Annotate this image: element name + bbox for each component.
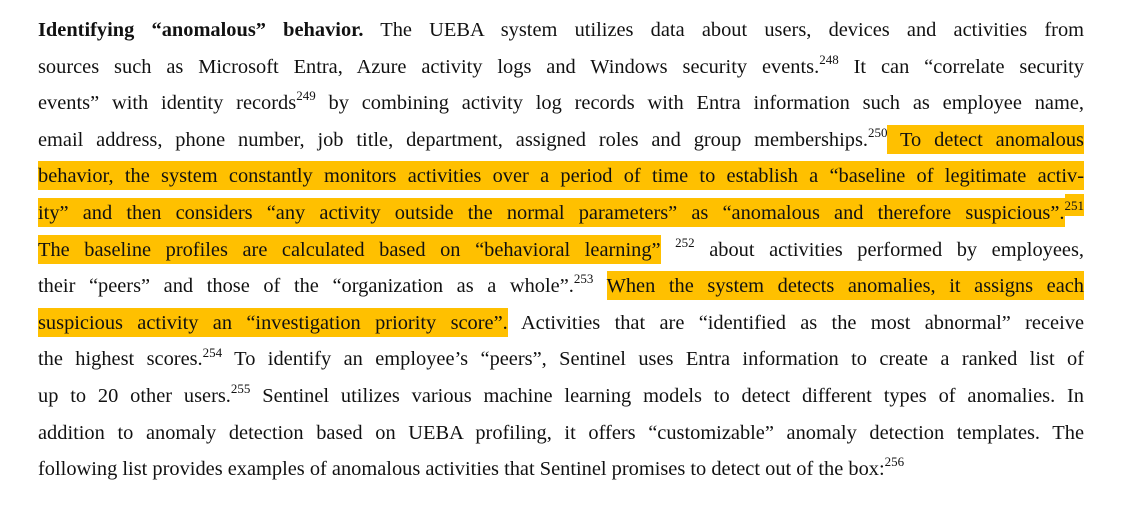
footnote-ref: 252 xyxy=(675,234,695,250)
highlighted-text: To detect anomalous xyxy=(887,125,1084,154)
footnote-ref: 256 xyxy=(884,454,905,470)
footnote-ref: 255 xyxy=(230,381,251,397)
text-run: about activities performed by employees, xyxy=(694,238,1084,261)
footnote-ref: 254 xyxy=(202,344,223,360)
text-run: up to 20 other users. xyxy=(38,384,231,407)
text-run: events” with identity records xyxy=(38,92,297,115)
text-run: To identify an employee’s “peers”, Sentinel uses Entra information to create a ranked list of xyxy=(222,348,1084,371)
text-line xyxy=(38,87,1084,124)
text-line xyxy=(38,307,1084,344)
footnote-ref: 248 xyxy=(819,51,839,67)
text-run: The UEBA system utilizes data about users, devices and activities from xyxy=(363,19,1085,41)
text-line xyxy=(38,380,1084,417)
text-line xyxy=(38,270,1084,307)
text-run: following list provides examples of anomalous activities that Sentinel promises to detect out of the box: xyxy=(38,458,885,481)
text-run xyxy=(661,239,676,261)
text-line xyxy=(38,234,1084,271)
text-run: by combining activity log records with Entra information such as employee name, xyxy=(315,92,1084,115)
text-run: addition to anomaly detection based on UEBA profiling, it offers “customizable” anomaly detection templates. The xyxy=(38,421,1084,444)
document-body xyxy=(38,14,1084,490)
text-run: their “peers” and those of the “organization as a whole”. xyxy=(38,275,574,298)
highlighted-text: ity” and then considers “any activity outside the normal parameters” as “anomalous and therefore suspicious”. xyxy=(38,198,1065,227)
footnote-ref: 251 xyxy=(1065,194,1085,216)
text-run: Sentinel utilizes various machine learning models to detect different types of anomalies. In xyxy=(250,384,1084,407)
text-line xyxy=(38,453,1084,490)
highlighted-text: The baseline profiles are calculated based on “behavioral learning” xyxy=(38,235,661,264)
text-run: It can “correlate security xyxy=(838,55,1084,78)
paragraph xyxy=(38,14,1084,490)
text-line xyxy=(38,343,1084,380)
text-run: the highest scores. xyxy=(38,348,203,371)
highlighted-text: suspicious activity an “investigation priority score”. xyxy=(38,308,508,337)
text-run xyxy=(593,275,606,297)
text-run: sources such as Microsoft Entra, Azure activity logs and Windows security events. xyxy=(38,55,820,78)
text-line xyxy=(38,51,1084,88)
run-in-heading: Identifying “anomalous” behavior. xyxy=(38,19,364,41)
text-line xyxy=(38,160,1084,197)
text-line xyxy=(38,197,1084,234)
text-line xyxy=(38,124,1084,161)
highlighted-text: When the system detects anomalies, it assigns each xyxy=(607,271,1084,300)
text-line xyxy=(38,14,1084,51)
text-run: email address, phone number, job title, department, assigned roles and group memberships. xyxy=(38,128,868,151)
text-run: Activities that are “identified as the most abnormal” receive xyxy=(507,311,1084,334)
text-line xyxy=(38,417,1084,454)
footnote-ref: 253 xyxy=(573,271,594,287)
footnote-ref: 249 xyxy=(296,88,316,104)
highlighted-text: behavior, the system constantly monitors activities over a period of time to establish a “baseline of legitimate activ- xyxy=(38,161,1084,190)
footnote-ref: 250 xyxy=(867,124,888,140)
